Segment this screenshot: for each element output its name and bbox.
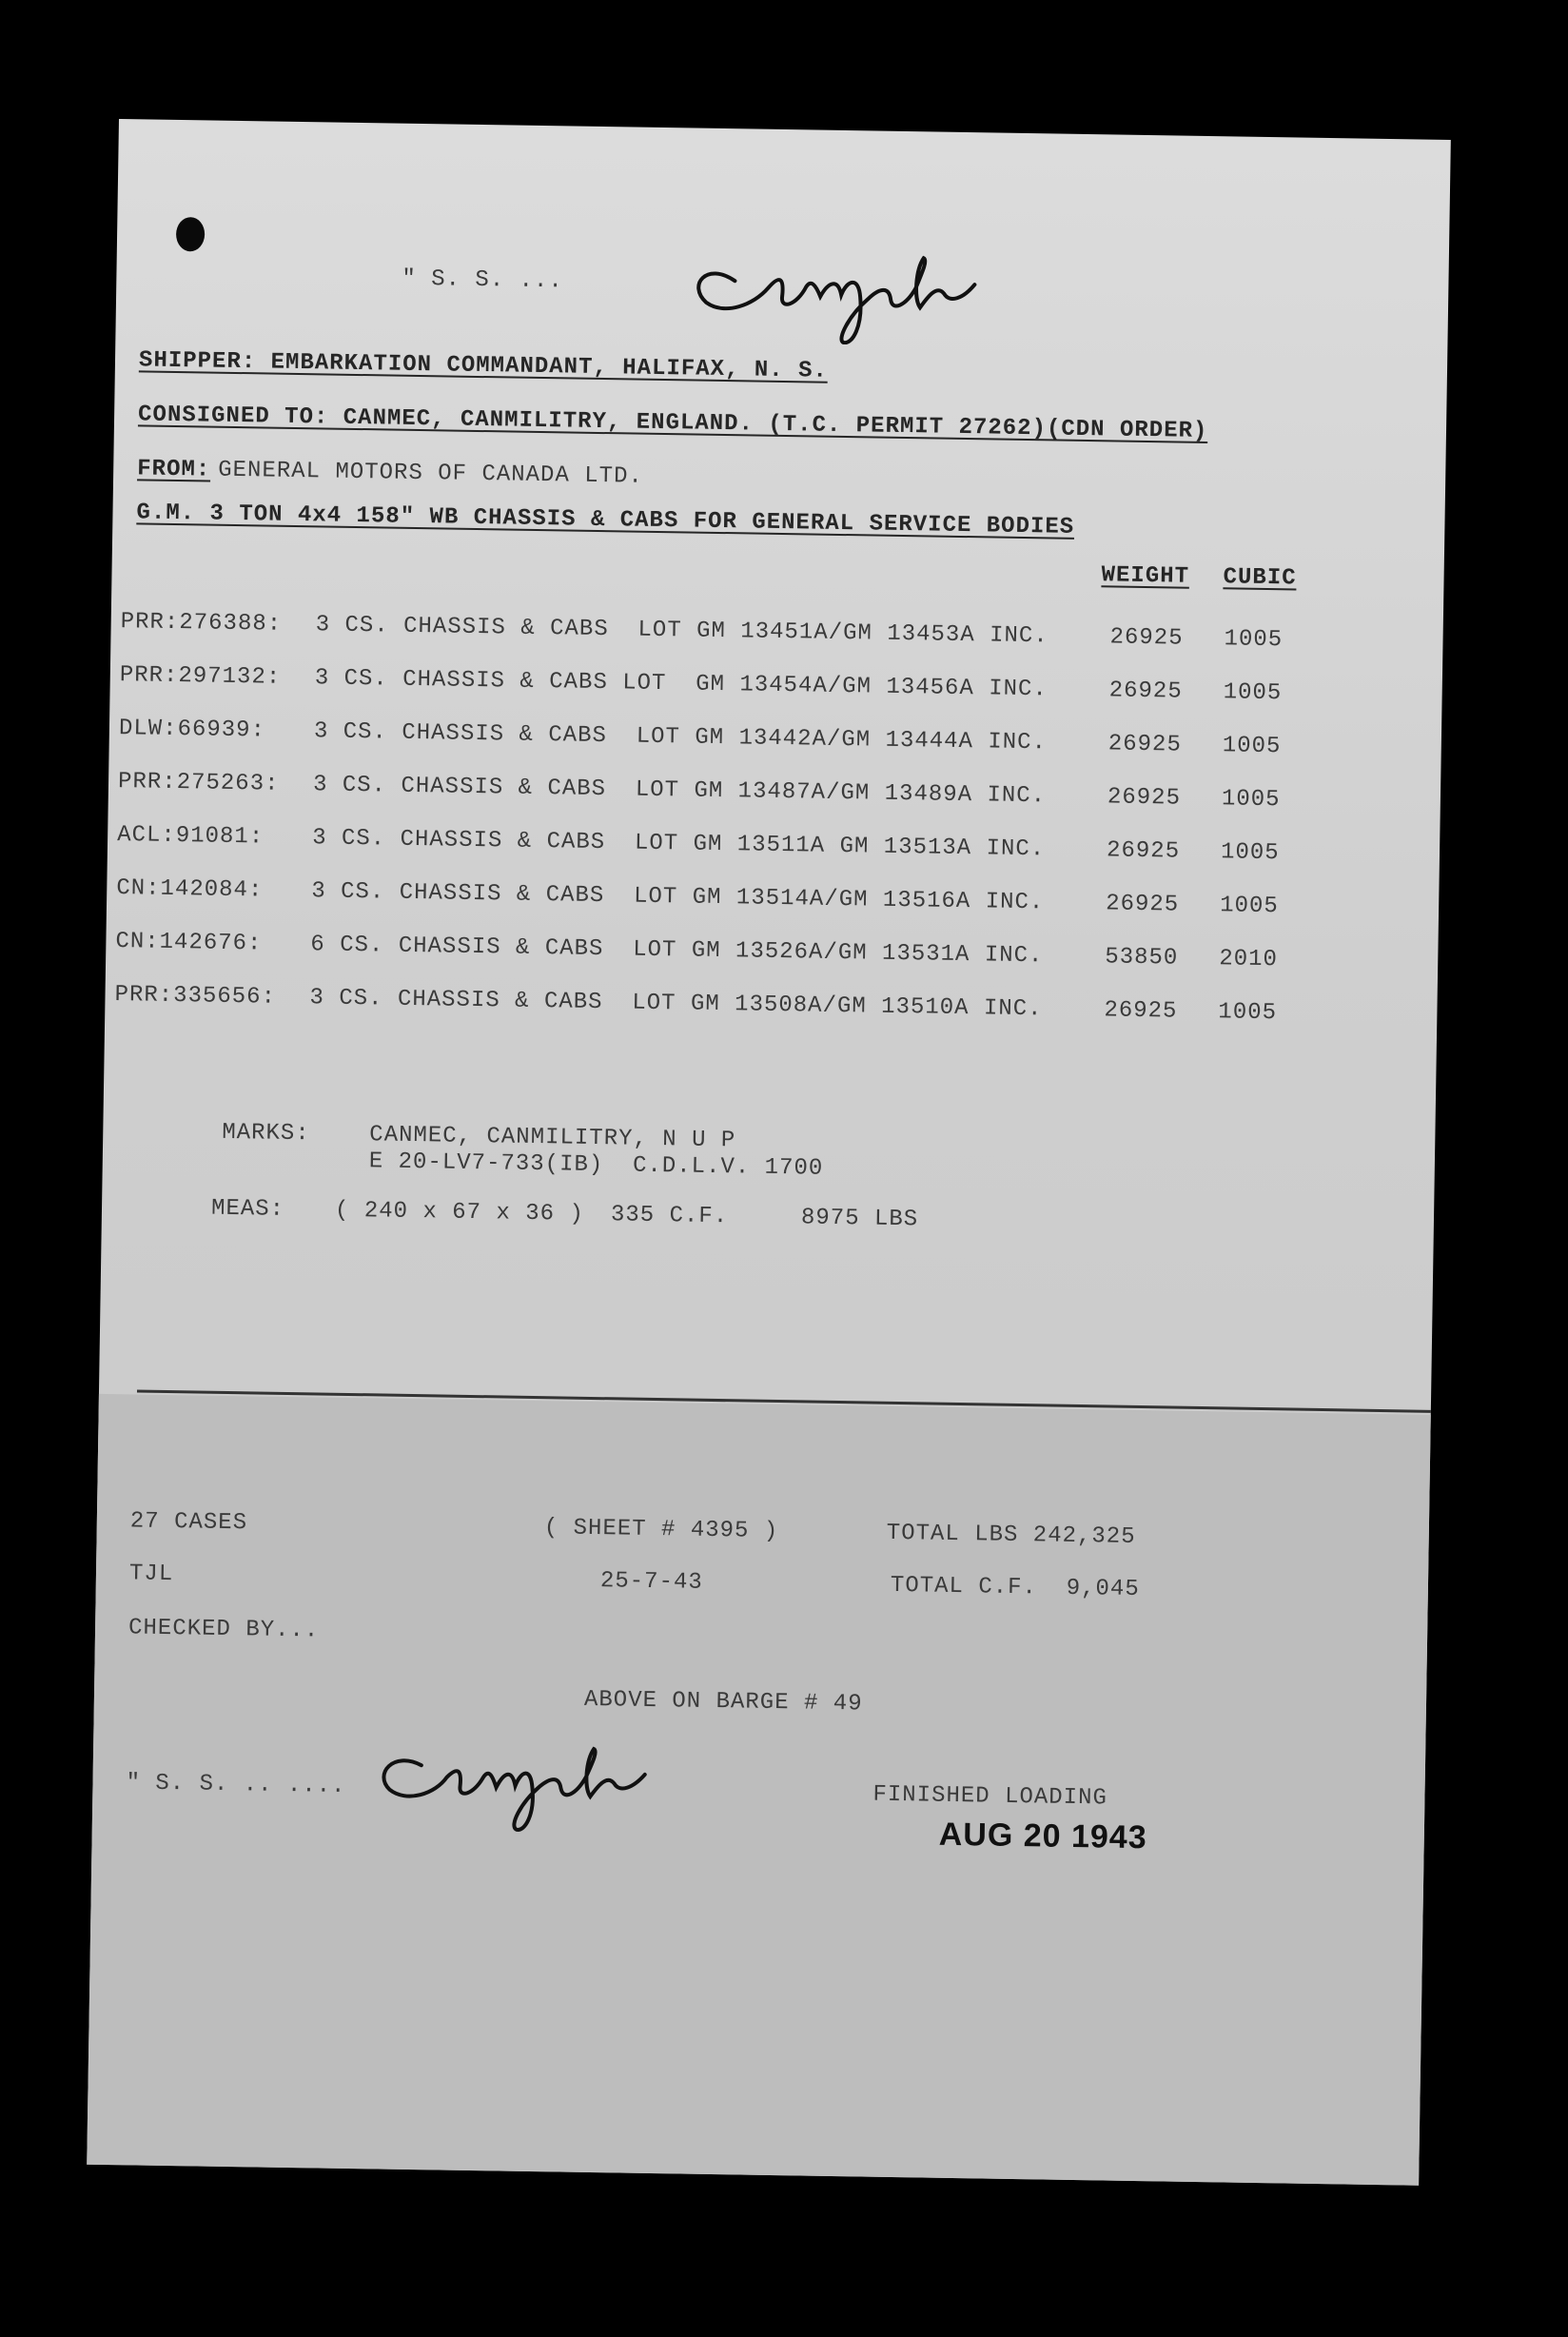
from-label: FROM: bbox=[137, 456, 211, 483]
shipper-line: SHIPPER: EMBARKATION COMMANDANT, HALIFAX, N. S. bbox=[138, 347, 829, 384]
row-cubic: 1005 bbox=[1219, 893, 1279, 920]
row-car-id: PRR:275263: bbox=[117, 769, 280, 797]
row-car-id: DLW:66939: bbox=[118, 716, 266, 744]
barge-line: ABOVE ON BARGE # 49 bbox=[583, 1686, 863, 1718]
cubic-header: CUBIC bbox=[1223, 564, 1297, 592]
row-cubic: 1005 bbox=[1220, 839, 1280, 867]
row-weight: 53850 bbox=[1105, 944, 1179, 972]
row-description: 3 CS. CHASSIS & CABS LOT GM 13454A/GM 13456A INC. bbox=[314, 665, 1049, 703]
finished-loading: FINISHED LOADING bbox=[872, 1781, 1108, 1812]
row-description: 3 CS. CHASSIS & CABS LOT GM 13511A GM 13513A INC. bbox=[311, 825, 1046, 863]
sheet-date: 25-7-43 bbox=[599, 1568, 703, 1596]
row-weight: 26925 bbox=[1104, 997, 1178, 1025]
marks-label: MARKS: bbox=[222, 1119, 310, 1148]
row-car-id: PRR:335656: bbox=[114, 982, 277, 1011]
marks-line-1: CANMEC, CANMILITRY, N U P bbox=[369, 1122, 736, 1154]
row-description: 3 CS. CHASSIS & CABS LOT GM 13514A/GM 13516A INC. bbox=[311, 878, 1045, 916]
weight-header: WEIGHT bbox=[1101, 562, 1190, 590]
row-weight: 26925 bbox=[1109, 624, 1184, 652]
description-line: G.M. 3 TON 4x4 158" WB CHASSIS & CABS FOR GENERAL SERVICE BODIES bbox=[136, 500, 1075, 540]
cases-count: 27 CASES bbox=[129, 1508, 248, 1537]
row-cubic: 1005 bbox=[1222, 733, 1282, 760]
row-cubic: 1005 bbox=[1221, 786, 1281, 814]
meas-label: MEAS: bbox=[210, 1195, 285, 1223]
row-weight: 26925 bbox=[1106, 837, 1181, 865]
row-car-id: PRR:297132: bbox=[119, 662, 282, 691]
checked-by: CHECKED BY... bbox=[127, 1615, 320, 1644]
meas-lbs: 8975 LBS bbox=[800, 1205, 919, 1233]
sheet-number: ( SHEET # 4395 ) bbox=[543, 1515, 779, 1545]
row-description: 6 CS. CHASSIS & CABS LOT GM 13526A/GM 13531A INC. bbox=[310, 932, 1044, 970]
row-cubic: 1005 bbox=[1223, 679, 1283, 707]
row-description: 3 CS. CHASSIS & CABS LOT GM 13451A/GM 13453A INC. bbox=[315, 612, 1049, 650]
row-cubic: 1005 bbox=[1224, 626, 1284, 654]
row-weight: 26925 bbox=[1105, 891, 1180, 918]
meas-dims: ( 240 x 67 x 36 ) bbox=[334, 1197, 585, 1227]
row-description: 3 CS. CHASSIS & CABS LOT GM 13508A/GM 13510A INC. bbox=[309, 985, 1043, 1023]
ss-line: " S. S. .. .... bbox=[126, 1770, 346, 1799]
total-cf: TOTAL C.F. 9,045 bbox=[890, 1572, 1140, 1603]
total-lbs: TOTAL LBS 242,325 bbox=[886, 1520, 1136, 1550]
initials: TJL bbox=[128, 1561, 174, 1588]
punch-hole bbox=[176, 217, 206, 251]
from-value: GENERAL MOTORS OF CANADA LTD. bbox=[218, 457, 644, 490]
loading-date-stamp: AUG 20 1943 bbox=[938, 1816, 1147, 1856]
row-weight: 26925 bbox=[1107, 731, 1183, 758]
row-cubic: 2010 bbox=[1219, 946, 1279, 973]
row-cubic: 1005 bbox=[1218, 999, 1278, 1027]
row-car-id: PRR:276388: bbox=[120, 609, 283, 638]
meas-cf: 335 C.F. bbox=[610, 1202, 729, 1230]
marks-line-2: E 20-LV7-733(IB) C.D.L.V. 1700 bbox=[368, 1149, 824, 1182]
row-car-id: ACL:91081: bbox=[116, 822, 265, 851]
document-page bbox=[87, 119, 1451, 2186]
row-car-id: CN:142676: bbox=[115, 929, 263, 957]
row-car-id: CN:142084: bbox=[116, 875, 264, 904]
ship-name-signature-lower bbox=[368, 1717, 675, 1836]
consigned-line: CONSIGNED TO: CANMEC, CANMILITRY, ENGLAND. (T.C. PERMIT 27262)(CDN ORDER) bbox=[137, 402, 1208, 445]
row-description: 3 CS. CHASSIS & CABS LOT GM 13487A/GM 13489A INC. bbox=[312, 772, 1047, 810]
ship-name-signature bbox=[676, 227, 1078, 348]
row-description: 3 CS. CHASSIS & CABS LOT GM 13442A/GM 13444A INC. bbox=[313, 718, 1048, 756]
ship-label: " S. S. ... bbox=[402, 265, 564, 295]
row-weight: 26925 bbox=[1107, 784, 1182, 812]
row-weight: 26925 bbox=[1108, 678, 1183, 705]
